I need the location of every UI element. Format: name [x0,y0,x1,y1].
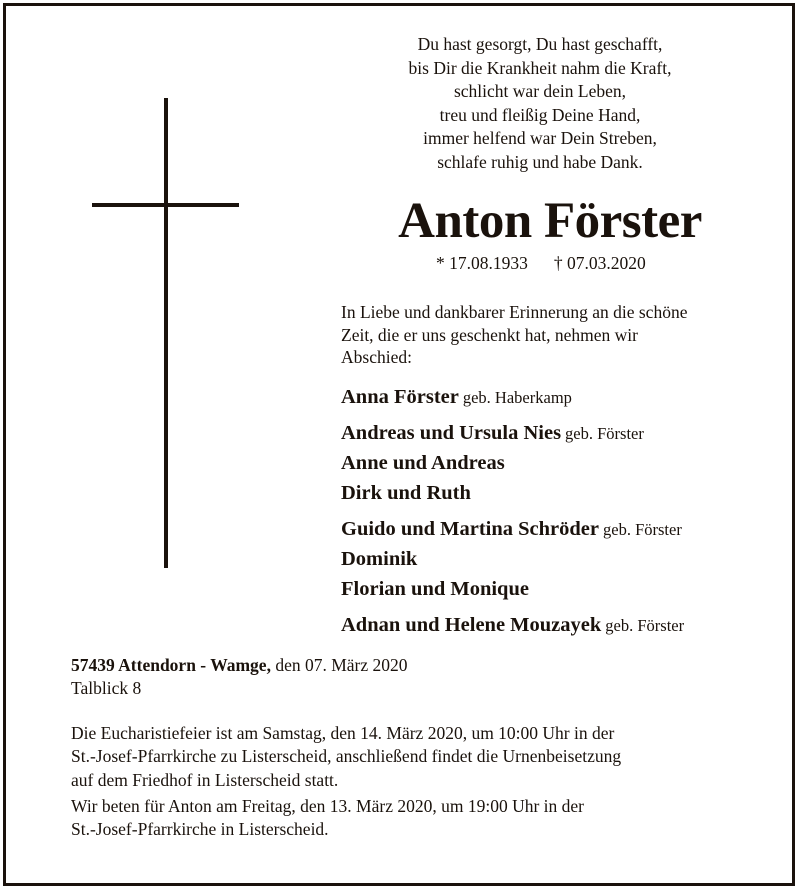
life-dates [436,253,646,274]
service-info [71,722,751,841]
prayer-line: Wir beten für Anton am Freitag, den 13. März 2020, um 19:00 Uhr in der [71,795,585,816]
mass-info [71,722,751,792]
prayer-info [71,795,751,842]
mourner-entry [341,515,781,545]
street-address: Talblick 8 [71,678,142,698]
birth-date: * 17.08.1933 [436,253,528,273]
mass-line: Die Eucharistiefeier ist am Samstag, den 14. März 2020, um 10:00 Uhr in der [71,723,615,743]
mourner-name: Anne und Andreas [341,452,505,474]
mourner-name: Adnan und Helene Mouzayek [341,614,602,636]
mourner-entry [341,479,781,509]
mourners-list [341,383,781,641]
place-and-date [71,654,408,700]
poem [340,33,740,175]
mourner-entry [341,449,781,479]
mourner-maiden-name: geb. Förster [605,616,685,635]
mourner-name: Dominik [341,548,418,570]
mourner-name: Dirk und Ruth [341,482,471,504]
place-line [71,654,408,677]
mourner-maiden-name: geb. Förster [603,520,682,539]
notice-date: den 07. März 2020 [275,655,408,675]
mourner-name: Guido und Martina Schröder [341,518,599,540]
mourner-name: Andreas und Ursula Nies [341,422,562,444]
death-date: † 07.03.2020 [553,253,646,273]
mourner-entry [341,611,781,641]
mourner-maiden-name: geb. Haberkamp [462,388,572,407]
poem-line: Du hast gesorgt, Du hast geschafft, [417,34,663,54]
intro-line: Zeit, die er uns geschenkt hat, nehmen wir [341,324,638,345]
mourner-maiden-name: geb. Förster [565,424,644,443]
cross-vertical-beam [164,98,168,568]
prayer-line: St.-Josef-Pfarrkirche in Listerscheid. [71,819,329,840]
mourner-entry [341,419,781,449]
poem-line: schlicht war dein Leben, [453,81,627,102]
poem-line: treu und fleißig Deine Hand, [439,104,641,125]
mourner-entry [341,545,781,575]
mass-line: St.-Josef-Pfarrkirche zu Listerscheid, anschließend findet die Urnenbeisetzung [71,746,622,767]
intro-line: In Liebe und dankbarer Erinnerung an die schöne [341,302,688,322]
intro-line: Abschied: [341,347,412,368]
mourner-entry [341,575,781,605]
farewell-intro [341,301,771,369]
poem-line: bis Dir die Krankheit nahm die Kraft, [408,57,672,78]
mourner-name: Anna Förster [341,386,459,408]
mourner-name: Florian und Monique [341,578,529,600]
city: 57439 Attendorn - Wamge, [71,655,271,675]
cross-horizontal-beam [92,203,239,207]
mass-line: auf dem Friedhof in Listerscheid statt. [71,769,339,790]
poem-line: immer helfend war Dein Streben, [423,128,657,149]
poem-line: schlafe ruhig und habe Dank. [437,151,643,172]
deceased-name: Anton Förster [398,193,702,249]
mourner-entry [341,383,781,413]
